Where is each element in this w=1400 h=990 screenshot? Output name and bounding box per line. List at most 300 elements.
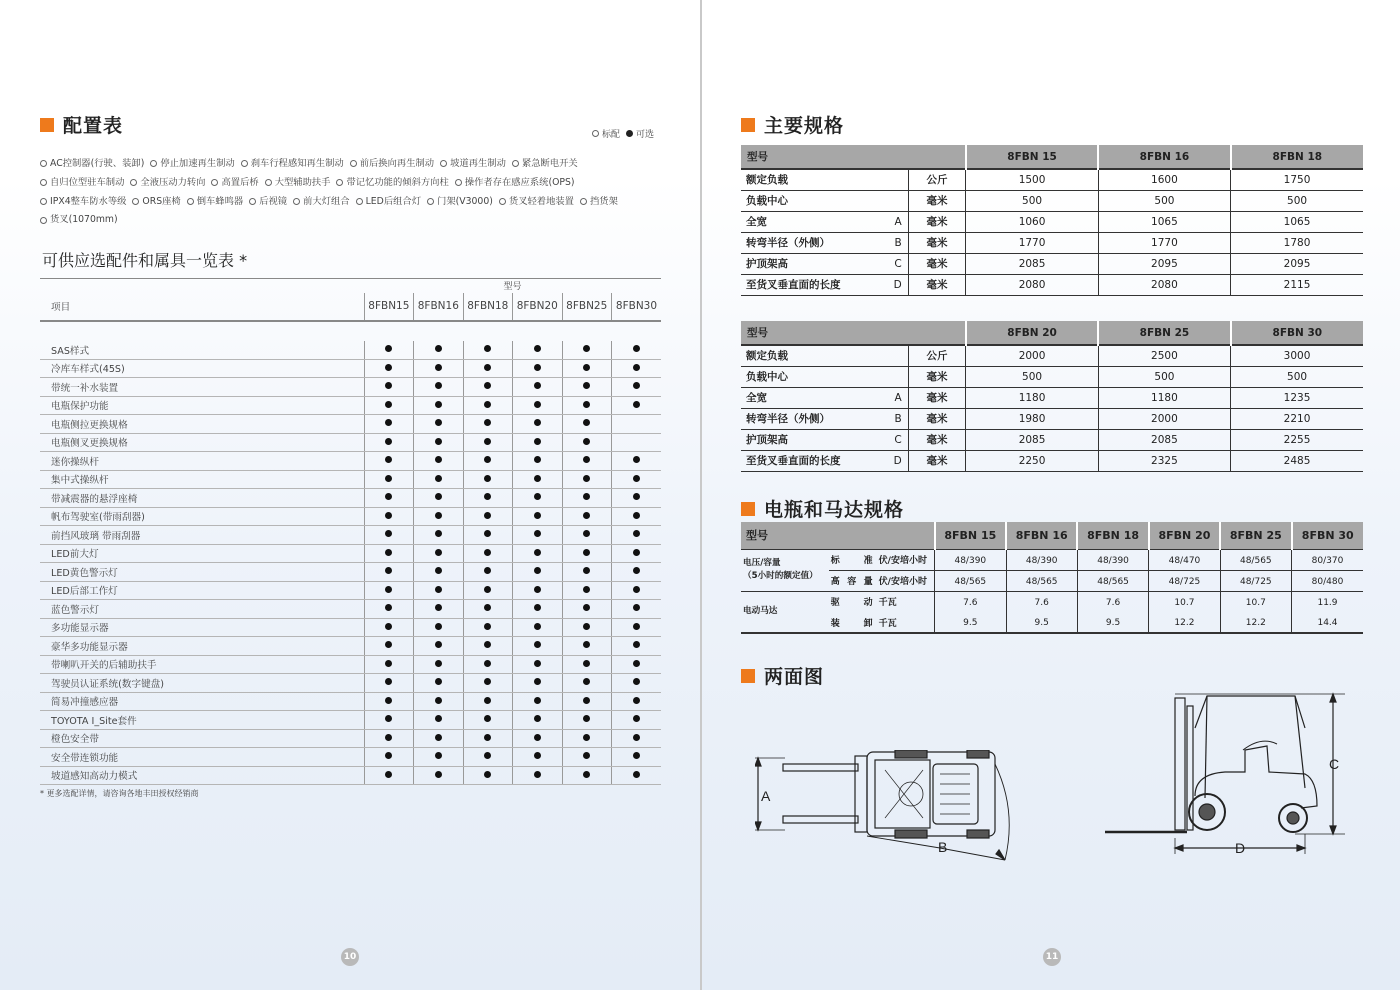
open-circle-icon xyxy=(211,179,218,186)
option-cell xyxy=(513,452,562,471)
option-cell xyxy=(513,600,562,619)
optional-bullet-icon xyxy=(583,530,590,537)
open-circle-icon xyxy=(455,179,462,186)
spec-value: 1065 xyxy=(1231,211,1363,232)
feature-item xyxy=(150,155,234,173)
option-row xyxy=(40,600,661,619)
optional-bullet-icon xyxy=(385,364,392,371)
optional-bullet-icon xyxy=(435,549,442,556)
optional-bullet-icon xyxy=(583,734,590,741)
optional-bullet-icon xyxy=(385,678,392,685)
options-header-blank xyxy=(40,279,364,293)
option-cell xyxy=(414,581,463,600)
orange-square-icon xyxy=(741,669,755,683)
optional-bullet-icon xyxy=(435,475,442,482)
optional-bullet-icon xyxy=(583,623,590,630)
optional-bullet-icon xyxy=(435,660,442,667)
optional-bullet-icon xyxy=(484,456,491,463)
option-row xyxy=(40,452,661,471)
option-cell xyxy=(513,563,562,582)
option-cell xyxy=(364,396,413,415)
option-cell xyxy=(611,748,661,767)
option-cell xyxy=(414,655,463,674)
optional-bullet-icon xyxy=(385,697,392,704)
option-cell xyxy=(414,748,463,767)
feature-label: 后视镜 xyxy=(259,195,288,207)
option-cell xyxy=(611,359,661,378)
battery-value: 12.2 xyxy=(1149,612,1220,633)
optional-bullet-icon xyxy=(435,623,442,630)
optional-bullet-icon xyxy=(435,678,442,685)
spec-row xyxy=(741,429,1363,450)
spec-value: 500 xyxy=(966,190,1098,211)
battery-value: 10.7 xyxy=(1149,591,1220,612)
option-cell xyxy=(364,507,413,526)
optional-bullet-icon xyxy=(633,382,640,389)
optional-bullet-icon xyxy=(633,641,640,648)
option-row xyxy=(40,396,661,415)
spec-letter: A xyxy=(880,387,908,408)
spec-value: 2250 xyxy=(966,450,1098,471)
option-cell xyxy=(364,544,413,563)
optional-bullet-icon xyxy=(484,401,491,408)
spec-letter xyxy=(880,345,908,366)
option-cell xyxy=(364,618,413,637)
optional-bullet-icon xyxy=(435,456,442,463)
option-cell xyxy=(463,711,512,730)
option-cell xyxy=(562,433,611,452)
option-name: LED后部工作灯 xyxy=(40,581,364,600)
optional-bullet-icon xyxy=(385,752,392,759)
option-cell xyxy=(414,637,463,656)
legend-optional: 可选 xyxy=(626,127,654,140)
option-cell xyxy=(414,359,463,378)
battery-unit: 伏/安培小时 xyxy=(879,549,935,570)
battery-unit: 千瓦 xyxy=(879,612,935,633)
option-cell xyxy=(463,452,512,471)
option-row xyxy=(40,711,661,730)
spec-row xyxy=(741,274,1363,295)
spec-value: 2085 xyxy=(966,429,1098,450)
optional-bullet-icon xyxy=(583,771,590,778)
battery-value: 9.5 xyxy=(935,612,1006,633)
option-cell xyxy=(414,378,463,397)
option-cell xyxy=(562,692,611,711)
spec-value: 1770 xyxy=(966,232,1098,253)
open-circle-icon xyxy=(40,198,47,205)
spec-name: 护顶架高 xyxy=(741,429,880,450)
optional-bullet-icon xyxy=(534,715,541,722)
option-cell xyxy=(463,359,512,378)
option-cell xyxy=(611,637,661,656)
battery-group-label xyxy=(741,591,829,633)
option-cell xyxy=(611,489,661,508)
open-circle-icon xyxy=(293,198,300,205)
feature-item xyxy=(293,193,350,211)
spec-name: 额定负载 xyxy=(741,169,880,190)
optional-bullet-icon xyxy=(484,549,491,556)
top-view-diagram xyxy=(755,750,1020,865)
spec-model-header: 8FBN 25 xyxy=(1098,321,1230,345)
optional-bullet-icon xyxy=(534,549,541,556)
spec-value: 1750 xyxy=(1231,169,1363,190)
option-row xyxy=(40,766,661,785)
options-table xyxy=(40,278,661,785)
option-cell xyxy=(414,729,463,748)
spec-unit: 毫米 xyxy=(908,408,966,429)
optional-bullet-icon xyxy=(435,345,442,352)
spec-name: 至货叉垂直面的长度 xyxy=(741,450,880,471)
option-name: 豪华多功能显示器 xyxy=(40,637,364,656)
spec-value: 3000 xyxy=(1231,345,1363,366)
battery-sub-label: 标准 xyxy=(829,549,879,570)
option-name: 电瓶侧拉更换规格 xyxy=(40,415,364,434)
option-name: 迷你操纵杆 xyxy=(40,452,364,471)
option-cell xyxy=(562,378,611,397)
option-cell xyxy=(364,526,413,545)
option-cell xyxy=(463,489,512,508)
option-cell xyxy=(364,433,413,452)
feature-label: 刹车行程感知再生制动 xyxy=(250,158,344,169)
option-cell xyxy=(364,655,413,674)
option-name: LED前大灯 xyxy=(40,544,364,563)
spec-row xyxy=(741,169,1363,190)
option-cell xyxy=(364,563,413,582)
open-circle-icon xyxy=(592,130,599,137)
feature-label: 大型辅助扶手 xyxy=(274,176,331,188)
option-cell xyxy=(463,600,512,619)
battery-model-header: 8FBN 25 xyxy=(1220,522,1291,549)
optional-bullet-icon xyxy=(484,641,491,648)
feature-label: 坡道再生制动 xyxy=(450,158,506,169)
option-name: LED黄色警示灯 xyxy=(40,563,364,582)
option-cell xyxy=(414,544,463,563)
optional-bullet-icon xyxy=(385,438,392,445)
spec-value: 2500 xyxy=(1098,345,1230,366)
spec-unit: 毫米 xyxy=(908,253,966,274)
option-cell xyxy=(364,692,413,711)
option-cell xyxy=(611,729,661,748)
feature-label: 紧急断电开关 xyxy=(521,158,578,169)
optional-bullet-icon xyxy=(385,734,392,741)
optional-bullet-icon xyxy=(385,530,392,537)
model-column-header: 8FBN25 xyxy=(562,293,611,321)
feature-label: LED后组合灯 xyxy=(365,195,422,207)
model-header: 型号 xyxy=(364,279,661,293)
option-name: 集中式操纵杆 xyxy=(40,470,364,489)
optional-bullet-icon xyxy=(385,345,392,352)
spec-name: 全宽 xyxy=(741,211,880,232)
feature-item xyxy=(40,155,144,173)
battery-value: 80/480 xyxy=(1292,570,1363,591)
option-row xyxy=(40,581,661,600)
spec-model-header: 8FBN 20 xyxy=(966,321,1098,345)
optional-bullet-icon xyxy=(435,604,442,611)
spec-letter: C xyxy=(880,253,908,274)
spec-letter: B xyxy=(880,408,908,429)
spec-header-row xyxy=(741,145,1363,169)
battery-value: 9.5 xyxy=(1006,612,1077,633)
option-cell xyxy=(611,452,661,471)
spec-unit: 毫米 xyxy=(908,190,966,211)
battery-header-label: 型号 xyxy=(741,522,935,549)
dimension-label-b: B xyxy=(938,839,948,855)
option-cell xyxy=(513,692,562,711)
battery-group-line1: 电动马达 xyxy=(743,606,778,617)
optional-bullet-icon xyxy=(484,438,491,445)
optional-bullet-icon xyxy=(484,771,491,778)
option-cell xyxy=(562,563,611,582)
options-title: 可供应选配件和属具一览表 * xyxy=(42,251,248,270)
model-column-header: 8FBN20 xyxy=(513,293,562,321)
option-name: 带喇叭开关的后辅助扶手 xyxy=(40,655,364,674)
feature-label: 自归位型驻车制动 xyxy=(50,176,125,188)
spec-letter xyxy=(880,366,908,387)
option-name: 橙色安全带 xyxy=(40,729,364,748)
option-cell xyxy=(414,526,463,545)
orange-square-icon xyxy=(741,118,755,132)
optional-bullet-icon xyxy=(583,438,590,445)
option-cell xyxy=(364,489,413,508)
optional-bullet-icon xyxy=(633,715,640,722)
option-name: 坡道感知高动力模式 xyxy=(40,766,364,785)
option-cell xyxy=(513,655,562,674)
option-cell xyxy=(562,452,611,471)
option-name: 带统一补水装置 xyxy=(40,378,364,397)
spec-row xyxy=(741,408,1363,429)
optional-bullet-icon xyxy=(583,549,590,556)
spec-row xyxy=(741,211,1363,232)
option-name: 简易冲撞感应器 xyxy=(40,692,364,711)
optional-bullet-icon xyxy=(484,493,491,500)
option-cell xyxy=(414,766,463,785)
optional-bullet-icon xyxy=(484,604,491,611)
dimension-label-a: A xyxy=(761,788,771,804)
spec-row xyxy=(741,190,1363,211)
option-cell xyxy=(513,748,562,767)
option-cell xyxy=(562,618,611,637)
optional-bullet-icon xyxy=(385,401,392,408)
feature-item xyxy=(580,193,618,211)
option-cell xyxy=(513,396,562,415)
option-row xyxy=(40,415,661,434)
option-row xyxy=(40,489,661,508)
battery-sub-label: 高容量 xyxy=(829,570,879,591)
option-cell xyxy=(562,489,611,508)
feature-item xyxy=(241,155,344,173)
option-cell xyxy=(611,655,661,674)
optional-bullet-icon xyxy=(435,715,442,722)
spec-header-label: 型号 xyxy=(741,145,966,169)
spec-name: 负载中心 xyxy=(741,190,880,211)
optional-bullet-icon xyxy=(484,660,491,667)
optional-bullet-icon xyxy=(583,512,590,519)
option-cell xyxy=(513,729,562,748)
spec-unit: 公斤 xyxy=(908,169,966,190)
optional-bullet-icon xyxy=(534,697,541,704)
open-circle-icon xyxy=(187,198,194,205)
optional-bullet-icon xyxy=(435,752,442,759)
option-cell xyxy=(562,600,611,619)
optional-bullet-icon xyxy=(583,382,590,389)
spec-letter: C xyxy=(880,429,908,450)
spec-row xyxy=(741,253,1363,274)
option-row xyxy=(40,470,661,489)
page-gutter xyxy=(700,0,702,990)
feature-item xyxy=(249,193,287,211)
option-cell xyxy=(414,563,463,582)
option-cell xyxy=(513,470,562,489)
option-cell xyxy=(513,544,562,563)
spec-unit: 毫米 xyxy=(908,429,966,450)
option-name: 驾驶员认证系统(数字键盘) xyxy=(40,674,364,693)
battery-value: 10.7 xyxy=(1220,591,1291,612)
feature-label: 全液压动力转向 xyxy=(140,176,206,188)
option-cell xyxy=(611,581,661,600)
option-cell xyxy=(513,618,562,637)
battery-row xyxy=(741,570,1363,591)
optional-bullet-icon xyxy=(633,549,640,556)
battery-model-header: 8FBN 18 xyxy=(1077,522,1148,549)
feature-item xyxy=(427,193,493,211)
option-row xyxy=(40,378,661,397)
option-cell xyxy=(463,507,512,526)
optional-bullet-icon xyxy=(633,530,640,537)
battery-value: 48/565 xyxy=(935,570,1006,591)
option-cell xyxy=(562,674,611,693)
open-circle-icon xyxy=(350,160,357,167)
spec-value: 500 xyxy=(1231,366,1363,387)
spec-unit: 毫米 xyxy=(908,232,966,253)
battery-value: 7.6 xyxy=(935,591,1006,612)
option-name: SAS样式 xyxy=(40,341,364,360)
optional-bullet-icon xyxy=(534,493,541,500)
option-cell xyxy=(414,618,463,637)
option-cell xyxy=(463,470,512,489)
feature-item xyxy=(499,193,574,211)
option-row xyxy=(40,748,661,767)
battery-model-header: 8FBN 20 xyxy=(1149,522,1220,549)
optional-bullet-icon xyxy=(484,512,491,519)
optional-bullet-icon xyxy=(385,567,392,574)
spec-value: 500 xyxy=(966,366,1098,387)
option-cell xyxy=(414,415,463,434)
option-name: 蓝色警示灯 xyxy=(40,600,364,619)
option-cell xyxy=(463,433,512,452)
option-cell xyxy=(611,563,661,582)
battery-section-heading xyxy=(741,495,904,522)
feature-label: 操作者存在感应系统(OPS) xyxy=(464,176,575,188)
battery-row xyxy=(741,549,1363,570)
spec-value: 2210 xyxy=(1231,408,1363,429)
spec-model-header: 8FBN 30 xyxy=(1231,321,1363,345)
optional-bullet-icon xyxy=(484,678,491,685)
dimension-label-c: C xyxy=(1329,756,1340,772)
footnote: * 更多选配详情，请咨询各地丰田授权经销商 xyxy=(40,789,199,798)
option-cell xyxy=(562,544,611,563)
option-cell xyxy=(414,692,463,711)
option-cell xyxy=(414,470,463,489)
spec-letter xyxy=(880,190,908,211)
optional-bullet-icon xyxy=(534,567,541,574)
spec-name: 转弯半径（外侧） xyxy=(741,408,880,429)
option-row xyxy=(40,655,661,674)
option-cell xyxy=(364,415,413,434)
optional-bullet-icon xyxy=(385,586,392,593)
spec-unit: 毫米 xyxy=(908,211,966,232)
battery-value: 48/565 xyxy=(1077,570,1148,591)
feature-item xyxy=(40,211,118,229)
option-cell xyxy=(562,526,611,545)
spec-value: 1235 xyxy=(1231,387,1363,408)
feature-label: 货叉(1070mm) xyxy=(50,214,118,226)
optional-bullet-icon xyxy=(435,382,442,389)
optional-bullet-icon xyxy=(633,586,640,593)
option-cell xyxy=(562,748,611,767)
feature-label: 前后换向再生制动 xyxy=(359,158,435,169)
option-cell xyxy=(562,507,611,526)
option-cell xyxy=(463,729,512,748)
option-row xyxy=(40,526,661,545)
option-cell xyxy=(364,748,413,767)
optional-bullet-icon xyxy=(583,586,590,593)
option-cell xyxy=(611,507,661,526)
optional-bullet-icon xyxy=(534,401,541,408)
spec-letter: D xyxy=(880,274,908,295)
optional-bullet-icon xyxy=(385,604,392,611)
open-circle-icon xyxy=(130,179,137,186)
optional-bullet-icon xyxy=(583,364,590,371)
spec-value: 1500 xyxy=(966,169,1098,190)
battery-group-line1: 电压/容量 xyxy=(743,558,781,568)
option-cell xyxy=(414,711,463,730)
optional-bullet-icon xyxy=(484,697,491,704)
spec-value: 2085 xyxy=(1098,429,1230,450)
optional-bullet-icon xyxy=(534,419,541,426)
open-circle-icon xyxy=(265,179,272,186)
option-cell xyxy=(562,359,611,378)
spec-row xyxy=(741,366,1363,387)
option-name: 多功能显示器 xyxy=(40,618,364,637)
spec-unit: 毫米 xyxy=(908,450,966,471)
feature-item xyxy=(336,174,448,192)
open-circle-icon xyxy=(249,198,256,205)
spec-letter: D xyxy=(880,450,908,471)
spec-value: 1980 xyxy=(966,408,1098,429)
option-cell xyxy=(463,526,512,545)
spec-value: 2085 xyxy=(966,253,1098,274)
optional-bullet-icon xyxy=(633,734,640,741)
option-cell xyxy=(364,452,413,471)
open-circle-icon xyxy=(440,160,447,167)
option-cell xyxy=(364,637,413,656)
option-cell xyxy=(611,711,661,730)
spec-name: 额定负载 xyxy=(741,345,880,366)
option-cell xyxy=(611,378,661,397)
feature-label: IPX4整车防水等级 xyxy=(50,195,127,207)
option-cell xyxy=(364,581,413,600)
optional-bullet-icon xyxy=(435,567,442,574)
battery-value: 48/565 xyxy=(1220,549,1291,570)
optional-bullet-icon xyxy=(385,419,392,426)
battery-unit: 千瓦 xyxy=(878,598,897,609)
option-cell xyxy=(611,526,661,545)
open-circle-icon xyxy=(356,198,363,205)
option-cell xyxy=(463,618,512,637)
option-name: 冷库车样式(45S) xyxy=(40,359,364,378)
optional-bullet-icon xyxy=(385,623,392,630)
spec-unit: 毫米 xyxy=(908,274,966,295)
